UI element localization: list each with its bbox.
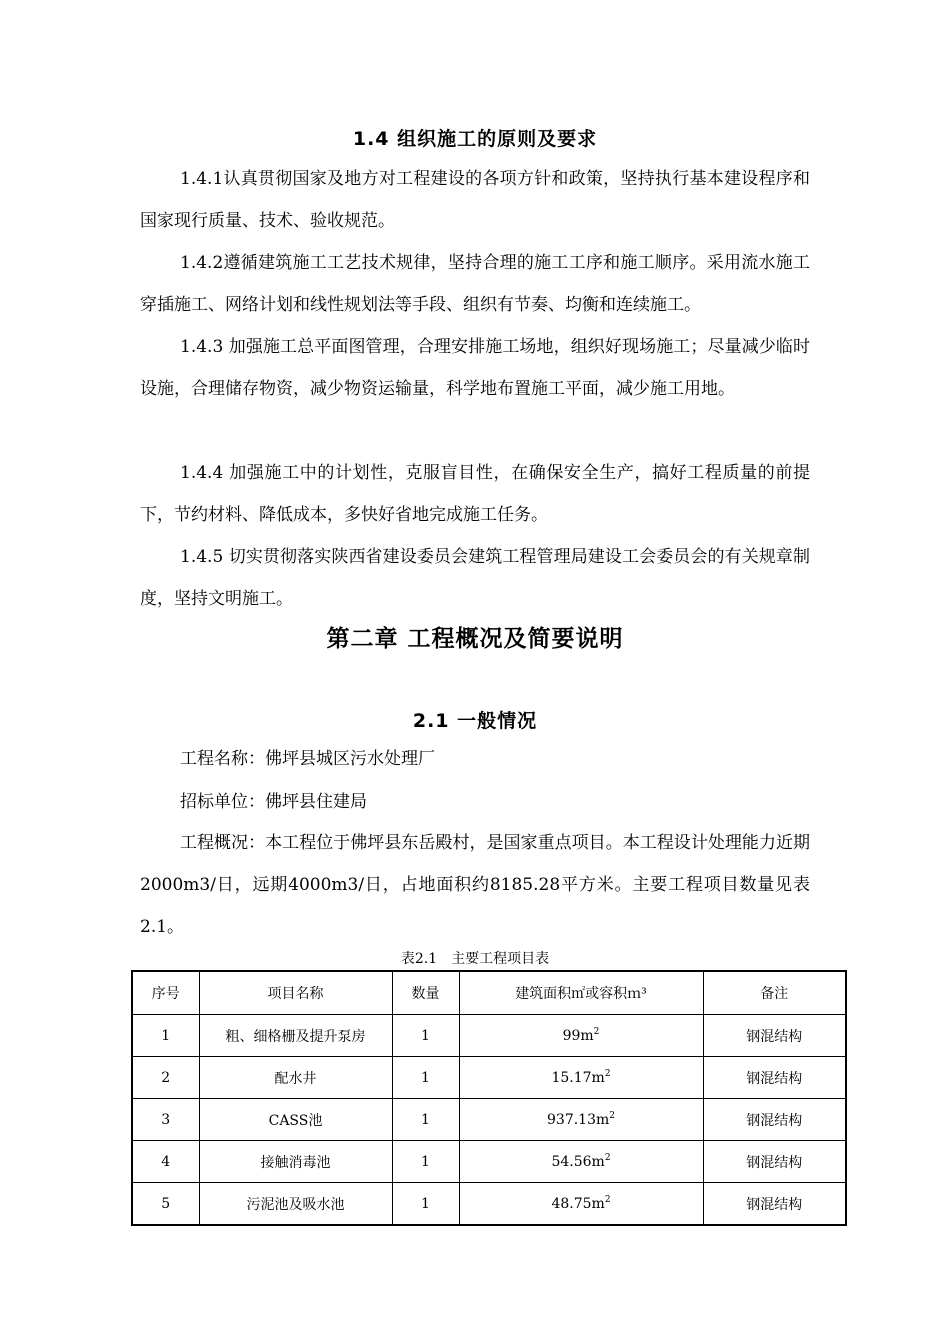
paragraph-1-4-2: 1.4.2遵循建筑施工工艺技术规律，坚持合理的施工工序和施工顺序。采用流水施工穿插施工、网络计划和线性规划法等手段、组织有节奏、均衡和连续施工。: [140, 253, 810, 315]
cell-area: [459, 1057, 703, 1099]
unit-exponent: 2: [604, 1069, 611, 1079]
unit-exponent: 2: [604, 1153, 611, 1163]
table-row: [132, 1099, 846, 1141]
table-row: [132, 1057, 846, 1099]
cell-name: 污泥池及吸水池: [199, 1183, 392, 1226]
section-2-1-title: 2.1 一般情况: [412, 710, 538, 732]
cell-note: 钢混结构: [703, 1099, 846, 1141]
cell-name: 接触消毒池: [199, 1141, 392, 1183]
header-note: 备注: [703, 971, 846, 1015]
paragraph-1-4-1: 1.4.1认真贯彻国家及地方对工程建设的各项方针和政策，坚持执行基本建设程序和国家现行质量、技术、验收规范。: [140, 169, 810, 231]
cell-name: CASS池: [199, 1099, 392, 1141]
paragraph-1-4-4: 1.4.4 加强施工中的计划性，克服盲目性，在确保安全生产，搞好工程质量的前提下，节约材料、降低成本，多快好省地完成施工任务。: [140, 463, 810, 525]
cell-seq: 5: [132, 1183, 199, 1226]
main-project-table: [131, 970, 847, 1226]
section-1-4-title: 1.4 组织施工的原则及要求: [352, 128, 598, 150]
paragraph-1-4-3: 1.4.3 加强施工总平面图管理，合理安排施工场地，组织好现场施工；尽量减少临时设施，合理储存物资，减少物资运输量，科学地布置施工平面，减少施工用地。: [140, 337, 810, 399]
unit-exponent: 2: [604, 1195, 611, 1205]
cell-note: 钢混结构: [703, 1015, 846, 1057]
area-value: 99m: [562, 1028, 594, 1044]
cell-seq: 4: [132, 1141, 199, 1183]
cell-seq: 1: [132, 1015, 199, 1057]
cell-qty: 1: [392, 1015, 459, 1057]
cell-note: 钢混结构: [703, 1057, 846, 1099]
cell-name: 配水井: [199, 1057, 392, 1099]
area-value: 15.17m: [551, 1070, 605, 1086]
project-overview-paragraph: 工程概况：本工程位于佛坪县东岳殿村，是国家重点项目。本工程设计处理能力近期2000m3/日，远期4000m3/日，占地面积约8185.28平方米。主要工程项目数量见表2.1。: [140, 833, 810, 937]
cell-note: 钢混结构: [703, 1183, 846, 1226]
cell-area: [459, 1141, 703, 1183]
header-qty: 数量: [392, 971, 459, 1015]
cell-area: [459, 1015, 703, 1057]
cell-seq: 2: [132, 1057, 199, 1099]
unit-exponent: 2: [609, 1111, 615, 1121]
chapter-2-title: 第二章 工程概况及简要说明: [326, 626, 624, 652]
table-row: [132, 1141, 846, 1183]
area-value: 48.75m: [551, 1196, 605, 1212]
area-value: 937.13m: [547, 1112, 610, 1128]
cell-qty: 1: [392, 1099, 459, 1141]
cell-name: 粗、细格栅及提升泵房: [199, 1015, 392, 1057]
header-area: 建筑面积㎡或容积ｍ³: [459, 971, 703, 1015]
table-header-row: [132, 971, 846, 1015]
paragraph-1-4-5: 1.4.5 切实贯彻落实陕西省建设委员会建筑工程管理局建设工会委员会的有关规章制度，坚持文明施工。: [140, 547, 810, 609]
table-caption: 表2.1 主要工程项目表: [400, 951, 550, 967]
cell-qty: 1: [392, 1183, 459, 1226]
table-row: [132, 1015, 846, 1057]
area-value: 54.56m: [551, 1154, 605, 1170]
cell-area: [459, 1183, 703, 1226]
cell-qty: 1: [392, 1057, 459, 1099]
cell-area: [459, 1099, 703, 1141]
unit-exponent: 2: [593, 1027, 600, 1037]
cell-note: 钢混结构: [703, 1141, 846, 1183]
project-name-line: 工程名称：佛坪县城区污水处理厂: [180, 749, 435, 769]
cell-seq: 3: [132, 1099, 199, 1141]
header-name: 项目名称: [199, 971, 392, 1015]
header-seq: 序号: [132, 971, 199, 1015]
bidder-line: 招标单位：佛坪县住建局: [180, 792, 367, 812]
table-row: [132, 1183, 846, 1226]
cell-qty: 1: [392, 1141, 459, 1183]
